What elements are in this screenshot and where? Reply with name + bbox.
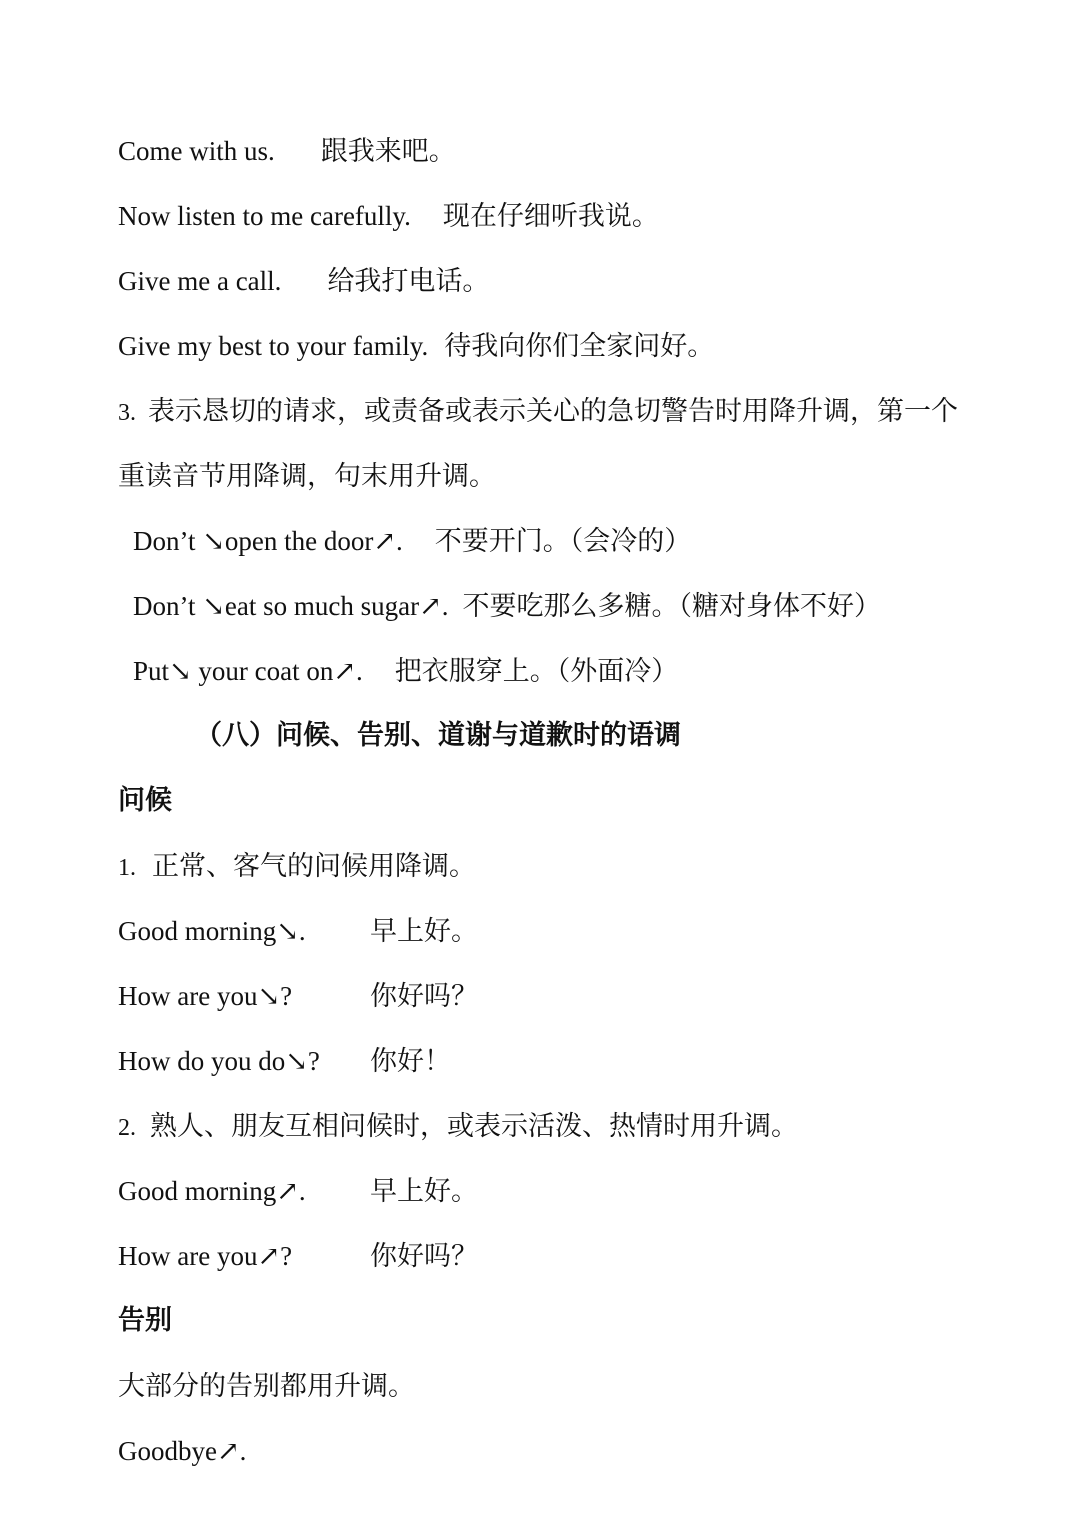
english-sentence: Come with us.: [118, 136, 275, 166]
example-line: [118, 1174, 478, 1208]
section-heading: （八）问候、告别、道谢与道歉时的语调: [195, 720, 681, 751]
rule-text: 重读音节用降调，句末用升调。: [118, 461, 496, 491]
chinese-translation: 现在仔细听我说。: [442, 201, 659, 231]
example-line: [118, 979, 478, 1013]
chinese-translation: 给我打电话。: [327, 266, 490, 296]
english-sentence: How are you↘?: [118, 981, 293, 1011]
chinese-translation: 待我向你们全家问好。: [444, 331, 715, 361]
rule-text: 正常、客气的问候用降调。: [152, 851, 476, 881]
example-line: [133, 589, 881, 623]
rule-paragraph: [118, 1109, 798, 1145]
rule-text: 熟人、朋友互相问候时，或表示活泼、热情时用升调。: [150, 1111, 798, 1141]
example-line: [118, 264, 489, 298]
chinese-translation: 你好吗？: [370, 981, 478, 1011]
example-line: [133, 654, 678, 688]
subsection-heading-greeting: 问候: [118, 785, 172, 816]
rule-paragraph: [118, 394, 958, 430]
chinese-translation: 跟我来吧。: [320, 136, 456, 166]
english-sentence: How do you do↘?: [118, 1046, 320, 1076]
rule-paragraph: [118, 1369, 415, 1403]
rule-paragraph-continued: [118, 459, 496, 493]
chinese-translation: 你好！: [370, 1046, 451, 1076]
list-number: 1.: [118, 855, 136, 881]
example-line: [133, 524, 691, 558]
chinese-translation: 把衣服穿上。（外面冷）: [394, 656, 679, 686]
english-sentence: Give my best to your family.: [118, 331, 429, 361]
list-number: 3.: [118, 400, 136, 426]
rule-text: 大部分的告别都用升调。: [118, 1371, 415, 1401]
english-sentence: How are you↗?: [118, 1241, 293, 1271]
chinese-translation: 早上好。: [370, 916, 478, 946]
example-line: [118, 914, 478, 948]
example-line: [118, 1434, 246, 1468]
subsection-heading-farewell: 告别: [118, 1305, 172, 1336]
english-sentence: Don’t ↘eat so much sugar↗.: [133, 591, 449, 621]
chinese-translation: 你好吗？: [370, 1241, 478, 1271]
chinese-translation: 不要吃那么多糖。（糖对身体不好）: [462, 591, 881, 621]
list-number: 2.: [118, 1115, 136, 1141]
example-line: [118, 329, 714, 363]
rule-paragraph: [118, 849, 476, 885]
english-sentence: Good morning↗.: [118, 1176, 306, 1206]
chinese-translation: 早上好。: [370, 1176, 478, 1206]
english-sentence: Now listen to me carefully.: [118, 201, 411, 231]
example-line: [118, 1239, 478, 1273]
english-sentence: Goodbye↗.: [118, 1436, 247, 1466]
example-line: [118, 199, 659, 233]
english-sentence: Put↘ your coat on↗.: [133, 656, 363, 686]
example-line: [118, 134, 456, 168]
english-sentence: Good morning↘.: [118, 916, 306, 946]
rule-text: 表示恳切的请求，或责备或表示关心的急切警告时用降升调，第一个: [148, 396, 958, 426]
example-line: [118, 1044, 451, 1078]
english-sentence: Don’t ↘open the door↗.: [133, 526, 403, 556]
chinese-translation: 不要开门。（会冷的）: [434, 526, 692, 556]
english-sentence: Give me a call.: [118, 266, 282, 296]
